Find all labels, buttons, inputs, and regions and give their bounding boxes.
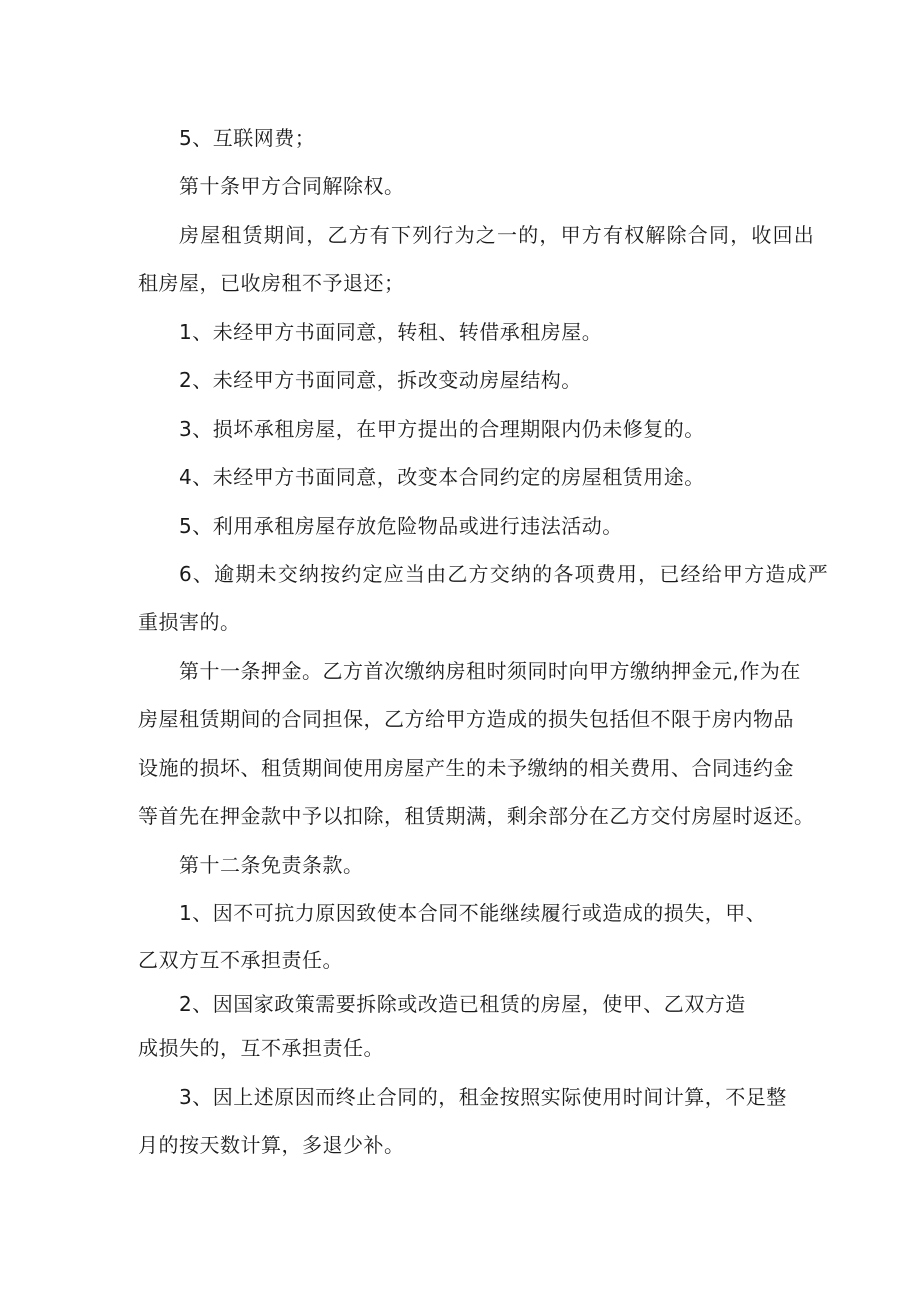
list-item: 4、未经甲方书面同意，改变本合同约定的房屋租赁用途。 <box>179 465 705 489</box>
list-item: 3、损坏承租房屋，在甲方提出的合理期限内仍未修复的。 <box>179 417 705 441</box>
text-line: 房屋租赁期间，乙方有下列行为之一的，甲方有权解除合同，收回出 <box>179 223 815 247</box>
section-heading: 第十条甲方合同解除权。 <box>179 174 405 198</box>
list-item: 2、未经甲方书面同意，拆改变动房屋结构。 <box>179 368 582 392</box>
text-line: 月的按天数计算，多退少补。 <box>138 1133 405 1157</box>
text-line: 5、互联网费； <box>179 126 316 150</box>
text-line: 租房屋，已收房租不予退还； <box>138 271 405 295</box>
section-heading: 第十二条免责条款。 <box>179 853 364 877</box>
section-heading: 第十一条押金。乙方首次缴纳房租时须同时向甲方缴纳押金元,作为在 <box>179 659 801 683</box>
text-line: 房屋租赁期间的合同担保，乙方给甲方造成的损失包括但不限于房内物品 <box>138 707 794 731</box>
text-line: 重损害的。 <box>138 610 241 634</box>
text-line: 乙双方互不承担责任。 <box>138 948 343 972</box>
list-item: 1、因不可抗力原因致使本合同不能继续履行或造成的损失，甲、 <box>179 901 767 925</box>
list-item: 1、未经甲方书面同意，转租、转借承租房屋。 <box>179 320 603 344</box>
text-line: 成损失的，互不承担责任。 <box>138 1036 384 1060</box>
text-line: 等首先在押金款中予以扣除，租赁期满，剩余部分在乙方交付房屋时返还。 <box>138 804 815 828</box>
list-item: 5、利用承租房屋存放危险物品或进行违法活动。 <box>179 514 623 538</box>
list-item: 3、因上述原因而终止合同的，租金按照实际使用时间计算，不足整 <box>179 1085 787 1109</box>
list-item: 6、逾期未交纳按约定应当由乙方交纳的各项费用，已经给甲方造成严 <box>179 562 829 586</box>
list-item: 2、因国家政策需要拆除或改造已租赁的房屋，使甲、乙双方造 <box>179 992 746 1016</box>
text-line: 设施的损坏、租赁期间使用房屋产生的未予缴纳的相关费用、合同违约金 <box>138 756 794 780</box>
